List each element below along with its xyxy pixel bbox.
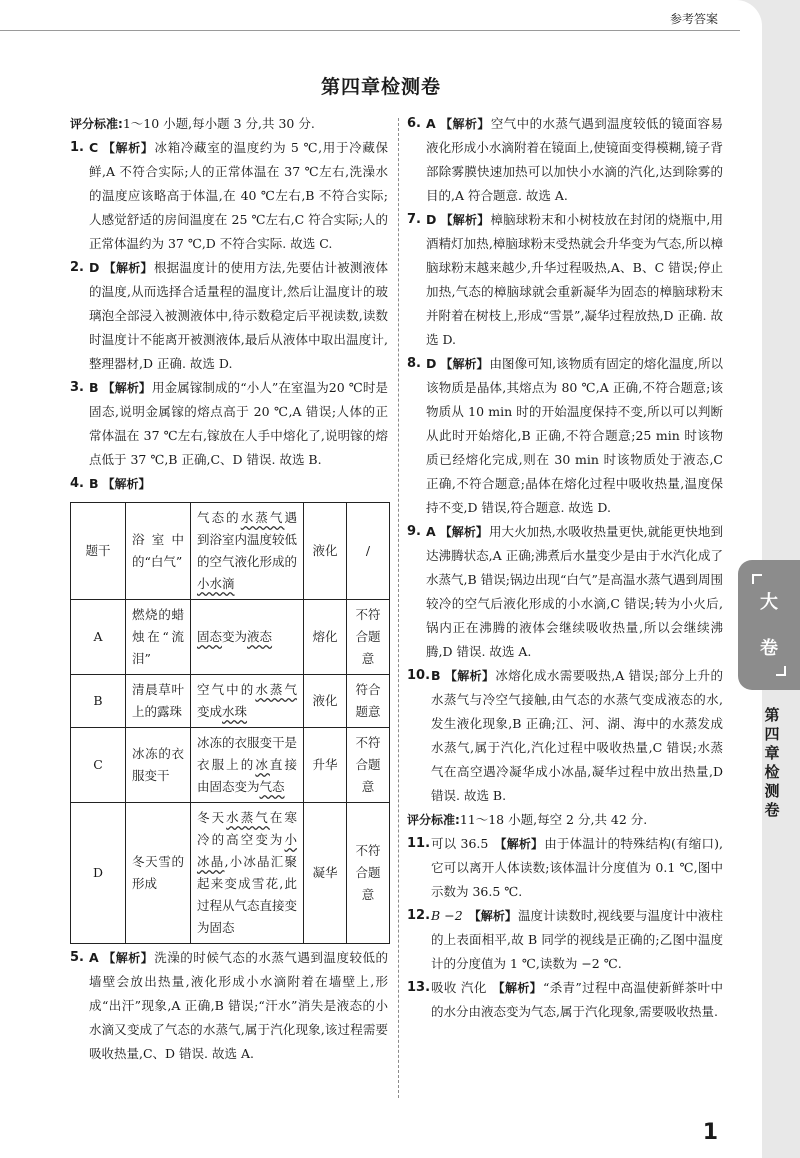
- fill-answer: 可以 36.5: [431, 836, 489, 851]
- answer-q9: [407, 520, 723, 664]
- question-number: 13.: [407, 980, 431, 995]
- table-cell: 清晨草叶上的露珠: [126, 675, 191, 728]
- table-cell: 熔化: [304, 600, 347, 675]
- scoring-criteria-2: 评分标准:11～18 小题,每空 2 分,共 42 分.: [407, 812, 648, 827]
- table-cell: 冰冻的衣服变干是衣服上的冰直接由固态变为气态: [191, 728, 304, 803]
- answer-q2: [70, 256, 388, 376]
- table-cell: 液化: [304, 503, 347, 600]
- table-cell: 冬天雪的形成: [126, 803, 191, 944]
- answer-letter: B: [431, 668, 441, 683]
- page-number: 1: [702, 1120, 718, 1145]
- answer-q10: [407, 664, 723, 808]
- answer-q6: [407, 112, 723, 208]
- question-number: 4.: [70, 476, 84, 491]
- answer-letter: C: [89, 140, 99, 155]
- table-cell: A: [71, 600, 126, 675]
- table-cell: 燃烧的蜡烛在“流泪”: [126, 600, 191, 675]
- analysis-text: 由于体温计的特殊结构(有缩口),它可以离开人体读数;该体温计分度值为 0.1 ℃,图中示数为 36.5 ℃.: [431, 836, 723, 899]
- analysis-label: 【解析】: [439, 117, 490, 131]
- table-cell: 题干: [71, 503, 126, 600]
- answer-q11: [407, 832, 723, 904]
- table-cell: 凝华: [304, 803, 347, 944]
- table-cell: /: [347, 503, 390, 600]
- question-number: 10.: [407, 668, 431, 683]
- table-cell: 升华: [304, 728, 347, 803]
- analysis-text: 冰箱冷藏室的温度约为 5 ℃,用于冷藏保鲜,A 不符合实际;人的正常体温在 37 ℃左右,洗澡水的温度应该略高于体温,在 40 ℃左右,B 不符合实际;人感觉舒适的房间温度在 25 ℃左右,C 符合实际;人的正常体温约为 37 ℃,D 不符合实际. 故选 C.: [89, 140, 388, 251]
- question-number: 7.: [407, 212, 421, 227]
- analysis-text: 用金属镓制成的“小人”在室温为20 ℃时是固态,说明金属镓的熔点高于 20 ℃,A 错误;人体的正常体温在 37 ℃左右,镓放在人手中熔化了,说明镓的熔点低于 37 ℃,B 正确,C、D 错误. 故选 B.: [89, 380, 388, 467]
- bracket-bottom-icon: [776, 666, 786, 676]
- answer-q4: [70, 472, 388, 944]
- analysis-text: 根据温度计的使用方法,先要估计被测液体的温度,从而选择合适量程的温度计,然后让温度计的玻璃泡全部浸入被测液体中,待示数稳定后平视读数,读数时温度计不能离开被测液体,最后从液体中取出温度计,整理器材,D 正确. 故选 D.: [89, 260, 388, 371]
- question-number: 5.: [70, 950, 84, 965]
- analysis-text: 冰熔化成水需要吸热,A 错误;部分上升的水蒸气与冷空气接触,由气态的水蒸气变成液态的水,发生液化现象,B 正确;江、河、湖、海中的水蒸发成水蒸气,属于汽化,汽化过程中吸收热量,C 错误;水蒸气在高空遇冷凝华成小冰晶,凝华过程中放出热量,D 错误. 故选 B.: [431, 668, 723, 803]
- analysis-text: “杀青”过程中高温使新鲜茶叶中的水分由液态变为气态,属于汽化现象,需要吸收热量.: [431, 980, 723, 1019]
- analysis-text: 温度计读数时,视线要与温度计中液柱的上表面相平,故 B 同学的视线是正确的;乙图中温度计的分度值为 1 ℃,读数为 −2 ℃.: [431, 908, 723, 971]
- analysis-label: 【解析】: [102, 951, 154, 965]
- question-number: 11.: [407, 836, 431, 851]
- question-number: 3.: [70, 380, 84, 395]
- fill-answer: B −2: [431, 908, 463, 923]
- bracket-top-icon: [752, 574, 762, 584]
- question-number: 1.: [70, 140, 84, 155]
- analysis-label: 【解析】: [440, 213, 490, 227]
- right-column: [407, 112, 723, 1024]
- table-cell: 固态变为液态: [191, 600, 304, 675]
- header-label: 参考答案: [669, 12, 718, 26]
- answer-q7: [407, 208, 723, 352]
- fill-answer: 吸收 汽化: [431, 980, 487, 995]
- analysis-label: 【解析】: [102, 477, 151, 491]
- analysis-label: 【解析】: [468, 909, 517, 923]
- analysis-text: 樟脑球粉末和小树枝放在封闭的烧瓶中,用酒精灯加热,樟脑球粉末受热就会升华变为气态,所以樟脑球粉末越来越少,升华过程吸热,A、B、C 错误;停止加热,气态的樟脑球就会重新凝华为固态的樟脑球粉末并附着在树枝上,形成“雪景”,凝华过程放热,D 正确. 故选 D.: [426, 212, 723, 347]
- answer-letter: B: [89, 476, 99, 491]
- section-tab-char-1: 大: [760, 592, 778, 613]
- answer-q13: [407, 976, 723, 1024]
- column-divider: [398, 118, 399, 1098]
- answer-letter: A: [426, 524, 436, 539]
- analysis-label: 【解析】: [444, 669, 495, 683]
- table-cell: 空气中的水蒸气变成水珠: [191, 675, 304, 728]
- analysis-label: 【解析】: [439, 525, 488, 539]
- answer-letter: A: [89, 950, 99, 965]
- table-cell: 不符合题意: [347, 803, 390, 944]
- table-row: [71, 803, 390, 944]
- table-cell: 冰冻的衣服变干: [126, 728, 191, 803]
- analysis-text: 由图像可知,该物质有固定的熔化温度,所以该物质是晶体,其熔点为 80 ℃,A 正确,不符合题意;该物质从 10 min 时的开始温度保持不变,所以可以判断从此时开始熔化,B 正确,不符合题意;25 min 时该物质已经熔化完成,则在 30 min 时该物质处于液态,C 正确,不符合题意;晶体在熔化过程中吸收热量,温度保持不变,D 错误,符合题意. 故选 D.: [426, 356, 723, 515]
- left-column: [70, 112, 388, 1066]
- answer-q1: [70, 136, 388, 256]
- table-row: [71, 600, 390, 675]
- question-number: 6.: [407, 116, 421, 131]
- table-cell: 液化: [304, 675, 347, 728]
- analysis-label: 【解析】: [492, 981, 542, 995]
- section-tab[interactable]: [738, 560, 800, 690]
- question-number: 12.: [407, 908, 431, 923]
- table-cell: 冬天水蒸气在寒冷的高空变为小冰晶,小冰晶汇聚起来变成雪花,此过程从气态直接变为固态: [191, 803, 304, 944]
- analysis-label: 【解析】: [440, 357, 489, 371]
- table-cell: 符合题意: [347, 675, 390, 728]
- table-cell: D: [71, 803, 126, 944]
- chapter-side-label: 第四章检测卷: [764, 706, 780, 819]
- table-row: [71, 675, 390, 728]
- table-cell: 浴室中的“白气”: [126, 503, 191, 600]
- analysis-label: 【解析】: [103, 261, 153, 275]
- answer-q12: [407, 904, 723, 976]
- answer-q8: [407, 352, 723, 520]
- table-row: [71, 503, 390, 600]
- analysis-text: 空气中的水蒸气遇到温度较低的镜面容易液化形成小水滴附着在镜面上,使镜面变得模糊,镜子背部除雾膜快速加热可以加快小水滴的汽化,达到除雾的目的,A 符合题意. 故选 A.: [426, 116, 723, 203]
- analysis-text: 用大火加热,水吸收热量更快,就能更快地到达沸腾状态,A 正确;沸煮后水量变少是由于水汽化成了水蒸气,B 错误;锅边出现“白气”是高温水蒸气遇到周围较冷的空气后液化形成的小水滴,C 错误;转为小火后,锅内正在沸腾的液体会继续吸收热量,所以会继续沸腾,D 错误. 故选 A.: [426, 524, 723, 659]
- table-row: [71, 728, 390, 803]
- answer-q3: [70, 376, 388, 472]
- answer-letter: B: [89, 380, 99, 395]
- analysis-label: 【解析】: [494, 837, 544, 851]
- answer-q5: [70, 946, 388, 1066]
- answer-letter: D: [426, 356, 437, 371]
- analysis-table: [70, 502, 390, 944]
- table-cell: 气态的水蒸气遇到浴室内温度较低的空气液化形成的小水滴: [191, 503, 304, 600]
- header-rule: [0, 30, 740, 31]
- table-cell: B: [71, 675, 126, 728]
- answer-letter: D: [426, 212, 437, 227]
- analysis-label: 【解析】: [102, 141, 154, 155]
- answer-letter: D: [89, 260, 100, 275]
- section-tab-char-2: 卷: [760, 638, 778, 659]
- question-number: 8.: [407, 356, 421, 371]
- question-number: 9.: [407, 524, 421, 539]
- page-title: 第四章检测卷: [320, 76, 441, 98]
- table-cell: 不符合题意: [347, 728, 390, 803]
- answer-letter: A: [426, 116, 436, 131]
- scoring-criteria-1: 评分标准:1～10 小题,每小题 3 分,共 30 分.: [70, 116, 315, 131]
- table-cell: C: [71, 728, 126, 803]
- table-cell: 不符合题意: [347, 600, 390, 675]
- question-number: 2.: [70, 260, 84, 275]
- analysis-label: 【解析】: [102, 381, 152, 395]
- analysis-text: 洗澡的时候气态的水蒸气遇到温度较低的墙壁会放出热量,液化形成小水滴附着在墙壁上,形成“出汗”现象,A 正确,B 错误;“汗水”消失是液态的小水滴又变成了气态的水蒸气,属于汽化现象,该过程需要吸收热量,C、D 错误. 故选 A.: [89, 950, 388, 1061]
